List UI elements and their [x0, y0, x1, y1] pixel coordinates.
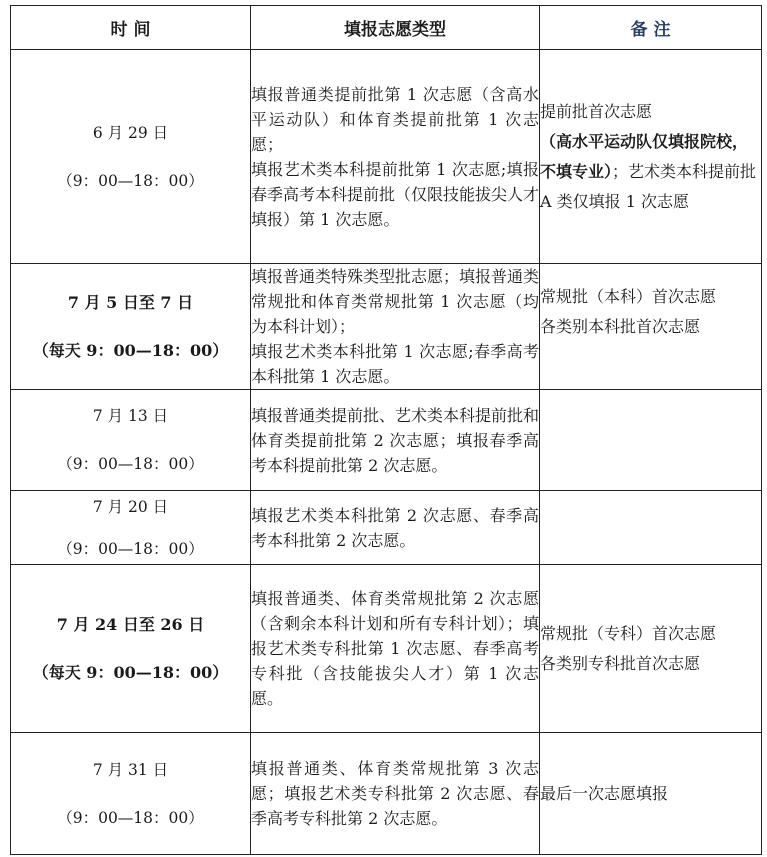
time-cell: [11, 264, 251, 390]
admission-schedule-table: [10, 5, 762, 855]
note-cell: [540, 733, 762, 855]
type-cell: [251, 50, 540, 264]
type-text: 填报艺术类本科提前批第 1 次志愿;填报春季高考本科提前批（仅限技能拔尖人才填报）第 1 次志愿。: [251, 159, 540, 229]
table-row: [11, 565, 762, 733]
header-type: 填报志愿类型: [251, 6, 540, 50]
table-row: [11, 390, 762, 491]
table-row: [11, 50, 762, 264]
note-cell: [540, 491, 762, 565]
type-text: 填报普通类特殊类型批志愿；填报普通类常规批和体育类常规批第 1 次志愿（均为本科计划）；: [251, 267, 540, 336]
type-text: 填报普通类提前批第 1 次志愿（含高水平运动队）和体育类提前批第 1 次志愿；: [251, 84, 539, 154]
time-cell: [11, 733, 251, 855]
time-cell: [11, 491, 251, 565]
hours-text: （每天 9：00—18：00）: [32, 340, 229, 360]
note-cell: [540, 50, 762, 264]
header-note: 备 注: [540, 6, 762, 50]
note-bold-text: （高水平运动队仅填报院校，不填专业）: [540, 131, 749, 181]
type-text: 填报普通类提前批、艺术类本科提前批和体育类提前批第 2 次志愿；填报春季高考本科提前批第 2 次志愿。: [251, 405, 540, 475]
hours-text: （9：00—18：00）: [57, 539, 204, 558]
time-cell: [11, 390, 251, 491]
header-time: 时 间: [11, 6, 251, 50]
type-text: 填报艺术类本科批第 2 次志愿、春季高考本科批第 2 次志愿。: [251, 505, 539, 550]
note-text: 各类别本科批首次志愿: [540, 317, 701, 336]
type-cell: [251, 264, 540, 390]
note-cell: [540, 264, 762, 390]
header-row: [11, 6, 762, 50]
type-cell: [251, 733, 540, 855]
type-text: 填报普通类、体育类常规批第 3 次志愿；填报艺术类专科批第 2 次志愿、春季高考专科批第 2 次志愿。: [251, 759, 539, 828]
date-text: 7 月 31 日: [92, 760, 169, 779]
note-text: ；艺术类本科提前批 A 类仅填报 1 次志愿: [540, 161, 757, 211]
hours-text: （每天 9：00—18：00）: [32, 662, 229, 682]
note-text: 最后一次志愿填报: [540, 783, 669, 803]
type-text: 填报艺术类本科批第 1 次志愿;春季高考本科批第 1 次志愿。: [251, 342, 539, 386]
note-text: 常规批（专科）首次志愿: [540, 623, 717, 643]
note-text: 常规批（本科）首次志愿: [540, 287, 717, 306]
note-cell: [540, 565, 762, 733]
type-cell: [251, 491, 540, 565]
table-row: [11, 491, 762, 565]
time-cell: [11, 50, 251, 264]
note-text: 各类别专科批首次志愿: [540, 653, 701, 673]
date-text: 7 月 20 日: [92, 497, 169, 516]
date-text: 7 月 13 日: [92, 407, 169, 425]
hours-text: （9：00—18：00）: [57, 808, 204, 827]
table-row: [11, 733, 762, 855]
type-cell: [251, 565, 540, 733]
hours-text: （9：00—18：00）: [57, 171, 204, 190]
note-cell: [540, 390, 762, 491]
type-text: 填报普通类、体育类常规批第 2 次志愿（含剩余本科计划和所有专科计划）；填报艺术类专科批第 1 次志愿、春季高考专科批（含技能拔尖人才）第 1 次志愿。: [251, 589, 539, 708]
type-cell: [251, 390, 540, 491]
table-row: [11, 264, 762, 390]
note-text: 提前批首次志愿: [540, 101, 653, 121]
time-cell: [11, 565, 251, 733]
date-text: 7 月 24 日至 26 日: [56, 614, 205, 634]
hours-text: （9：00—18：00）: [57, 455, 204, 473]
date-text: 6 月 29 日: [92, 123, 169, 142]
date-text: 7 月 5 日至 7 日: [67, 292, 194, 312]
